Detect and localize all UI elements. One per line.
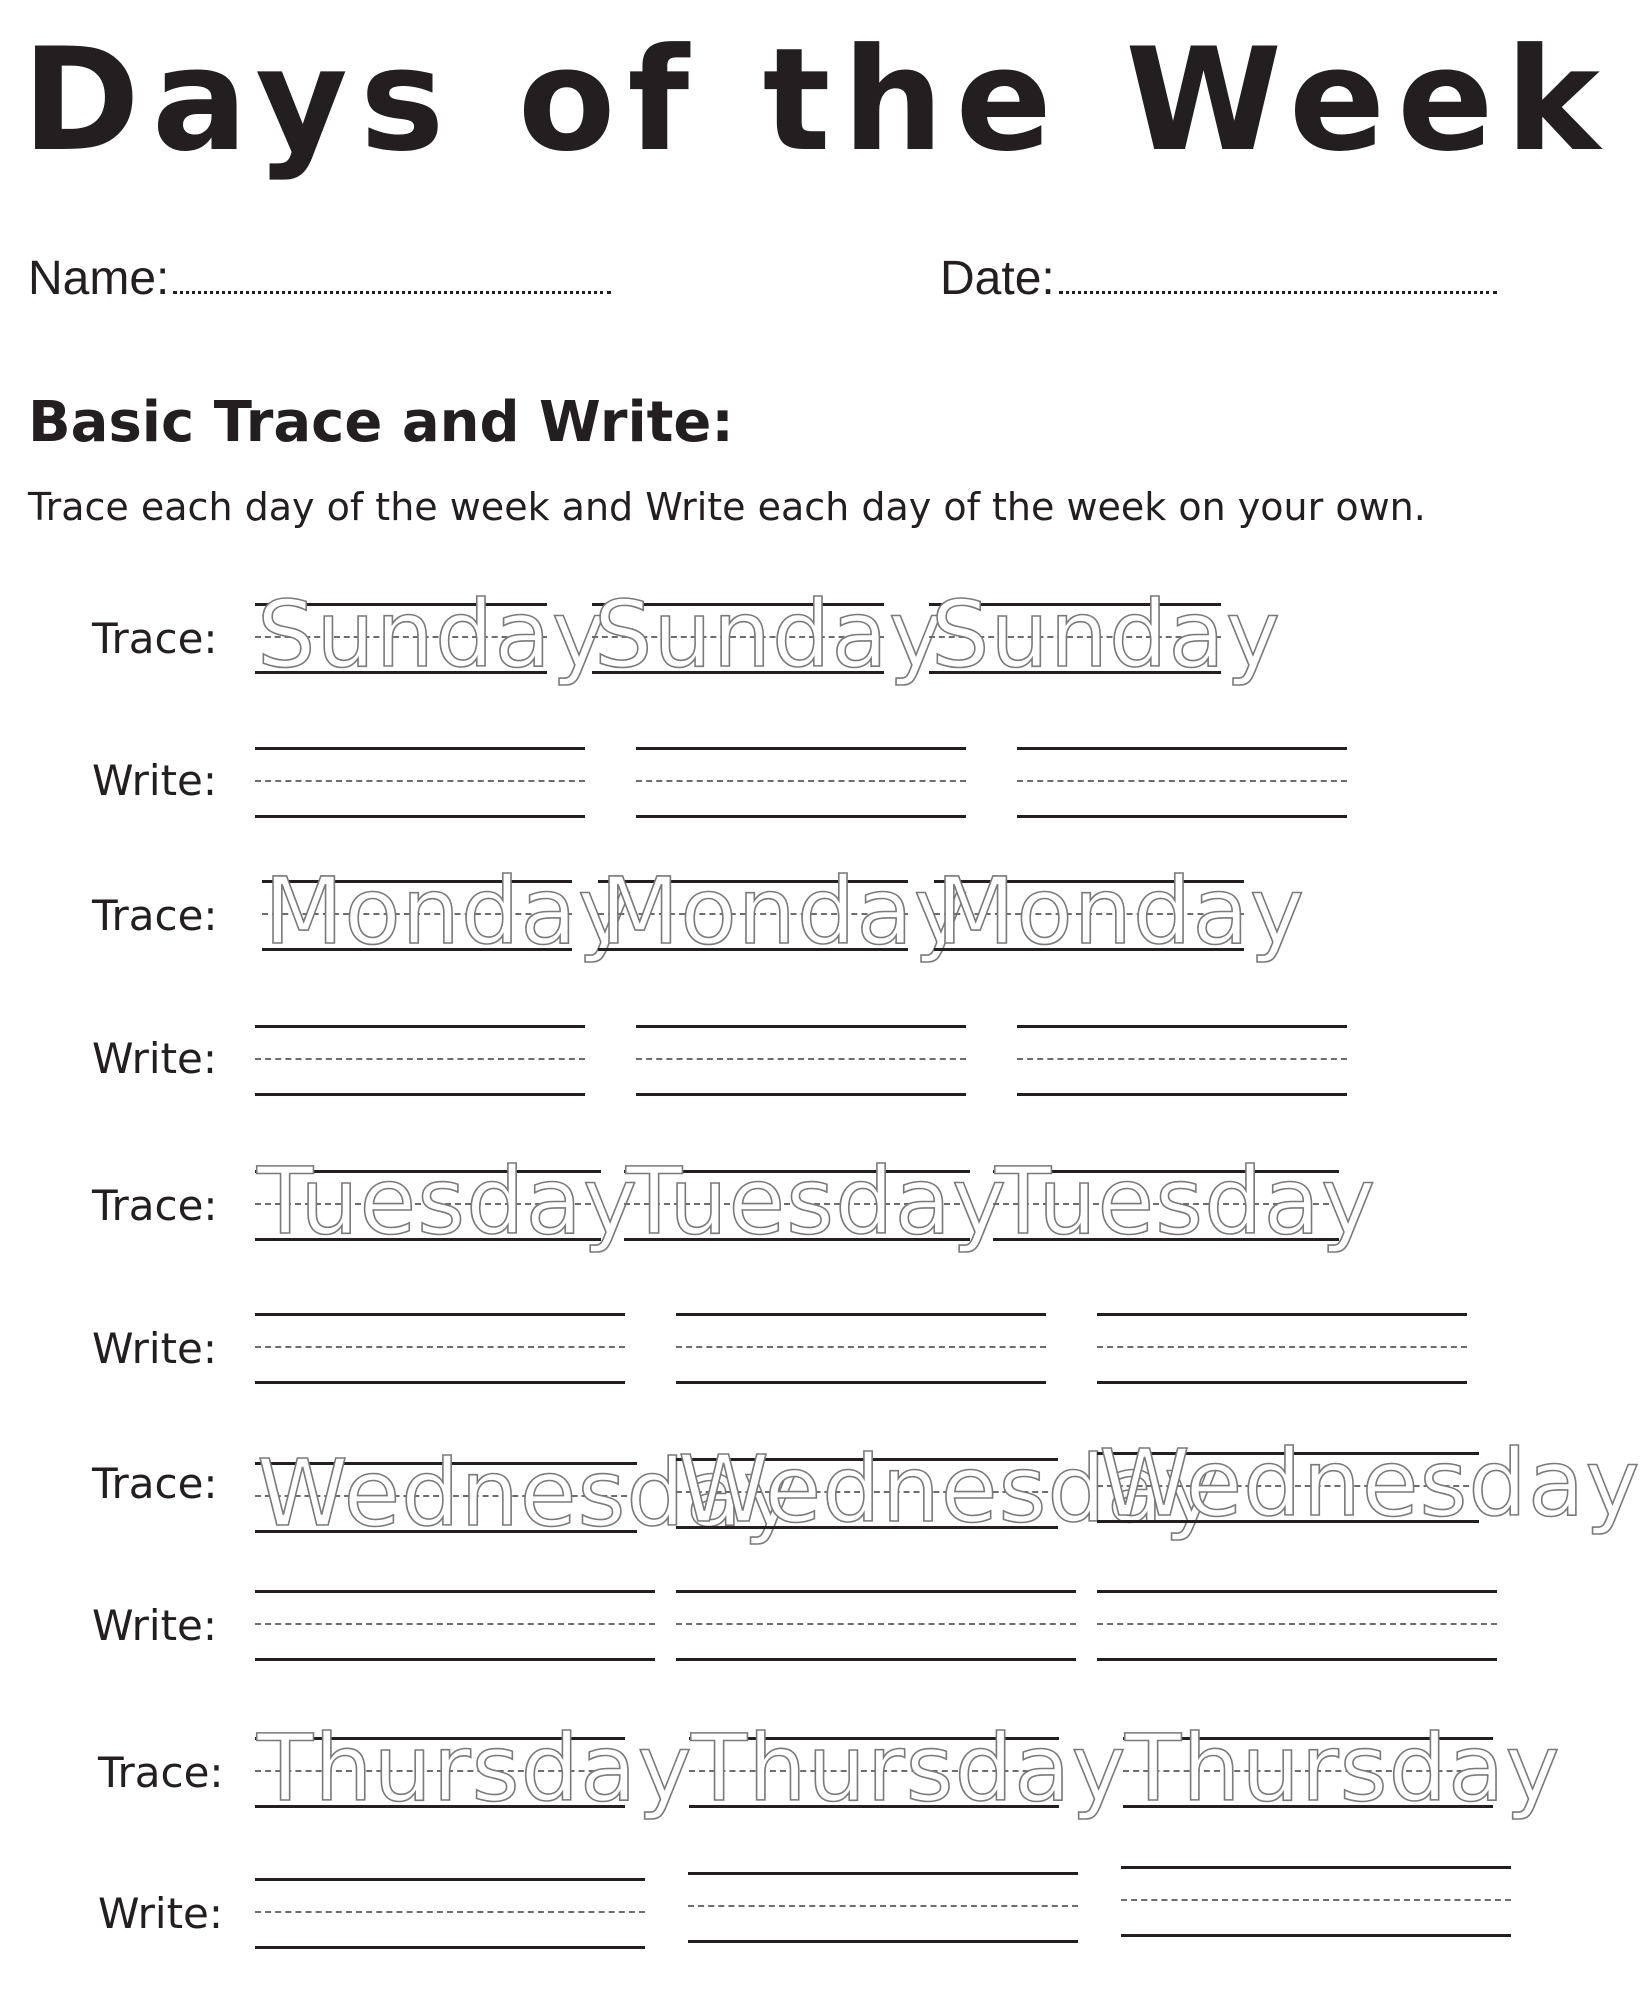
trace-slot bbox=[934, 858, 1306, 965]
write-slot[interactable] bbox=[255, 747, 585, 817]
trace-slot bbox=[676, 1436, 1220, 1543]
write-slot[interactable] bbox=[688, 1872, 1078, 1942]
write-slot[interactable] bbox=[636, 1025, 966, 1095]
date-blank-line[interactable] bbox=[1059, 257, 1497, 294]
write-slot[interactable] bbox=[1097, 1590, 1497, 1660]
trace-word-thursday: Thursday bbox=[257, 1715, 693, 1822]
trace-slot bbox=[262, 858, 634, 965]
write-slot[interactable] bbox=[1017, 1025, 1347, 1095]
trace-word-wednesday: Wednesday bbox=[1099, 1430, 1641, 1537]
write-slot[interactable] bbox=[636, 747, 966, 817]
trace-slot bbox=[255, 1440, 799, 1547]
date-field[interactable] bbox=[940, 252, 1497, 305]
instructions-text: Trace each day of the week and Write each day of the week on your own. bbox=[28, 485, 1426, 529]
write-label: Write: bbox=[98, 1889, 224, 1938]
write-label: Write: bbox=[92, 1601, 218, 1650]
write-label: Write: bbox=[92, 1034, 218, 1083]
write-slot[interactable] bbox=[676, 1313, 1046, 1383]
trace-slot bbox=[255, 1148, 639, 1255]
write-slot[interactable] bbox=[1097, 1313, 1467, 1383]
trace-slot bbox=[929, 581, 1282, 688]
write-slot[interactable] bbox=[255, 1025, 585, 1095]
trace-word-tuesday: Tuesday bbox=[626, 1148, 1008, 1255]
trace-slot bbox=[689, 1715, 1127, 1822]
write-slot[interactable] bbox=[255, 1313, 625, 1383]
write-slot[interactable] bbox=[255, 1590, 655, 1660]
name-field[interactable] bbox=[28, 252, 611, 305]
trace-word-monday: Monday bbox=[600, 858, 970, 965]
trace-word-wednesday: Wednesday bbox=[257, 1440, 799, 1547]
trace-word-sunday: Sunday bbox=[257, 581, 608, 688]
section-title: Basic Trace and Write: bbox=[28, 390, 734, 455]
write-label: Write: bbox=[92, 1324, 218, 1373]
date-label: Date: bbox=[940, 252, 1055, 305]
write-slot[interactable] bbox=[1017, 747, 1347, 817]
trace-slot bbox=[255, 1715, 693, 1822]
trace-word-thursday: Thursday bbox=[691, 1715, 1127, 1822]
trace-label: Trace: bbox=[92, 614, 218, 663]
trace-slot bbox=[592, 581, 945, 688]
trace-slot bbox=[1097, 1430, 1641, 1537]
trace-word-tuesday: Tuesday bbox=[995, 1148, 1377, 1255]
trace-slot bbox=[598, 858, 970, 965]
write-slot[interactable] bbox=[255, 1878, 645, 1948]
name-label: Name: bbox=[28, 252, 170, 305]
trace-word-tuesday: Tuesday bbox=[257, 1148, 639, 1255]
trace-word-monday: Monday bbox=[264, 858, 634, 965]
write-slot[interactable] bbox=[676, 1590, 1076, 1660]
trace-label: Trace: bbox=[92, 1459, 218, 1508]
trace-slot bbox=[993, 1148, 1377, 1255]
trace-word-monday: Monday bbox=[936, 858, 1306, 965]
write-slot[interactable] bbox=[1121, 1866, 1511, 1936]
name-blank-line[interactable] bbox=[173, 257, 611, 294]
write-label: Write: bbox=[92, 756, 218, 805]
trace-word-sunday: Sunday bbox=[594, 581, 945, 688]
trace-slot bbox=[1123, 1715, 1561, 1822]
trace-label: Trace: bbox=[92, 1181, 218, 1230]
trace-label: Trace: bbox=[92, 891, 218, 940]
trace-slot bbox=[255, 581, 608, 688]
trace-word-wednesday: Wednesday bbox=[678, 1436, 1220, 1543]
trace-slot bbox=[624, 1148, 1008, 1255]
trace-word-thursday: Thursday bbox=[1125, 1715, 1561, 1822]
trace-label: Trace: bbox=[98, 1748, 224, 1797]
worksheet-title: Days of the Week bbox=[22, 18, 1612, 183]
trace-word-sunday: Sunday bbox=[931, 581, 1282, 688]
